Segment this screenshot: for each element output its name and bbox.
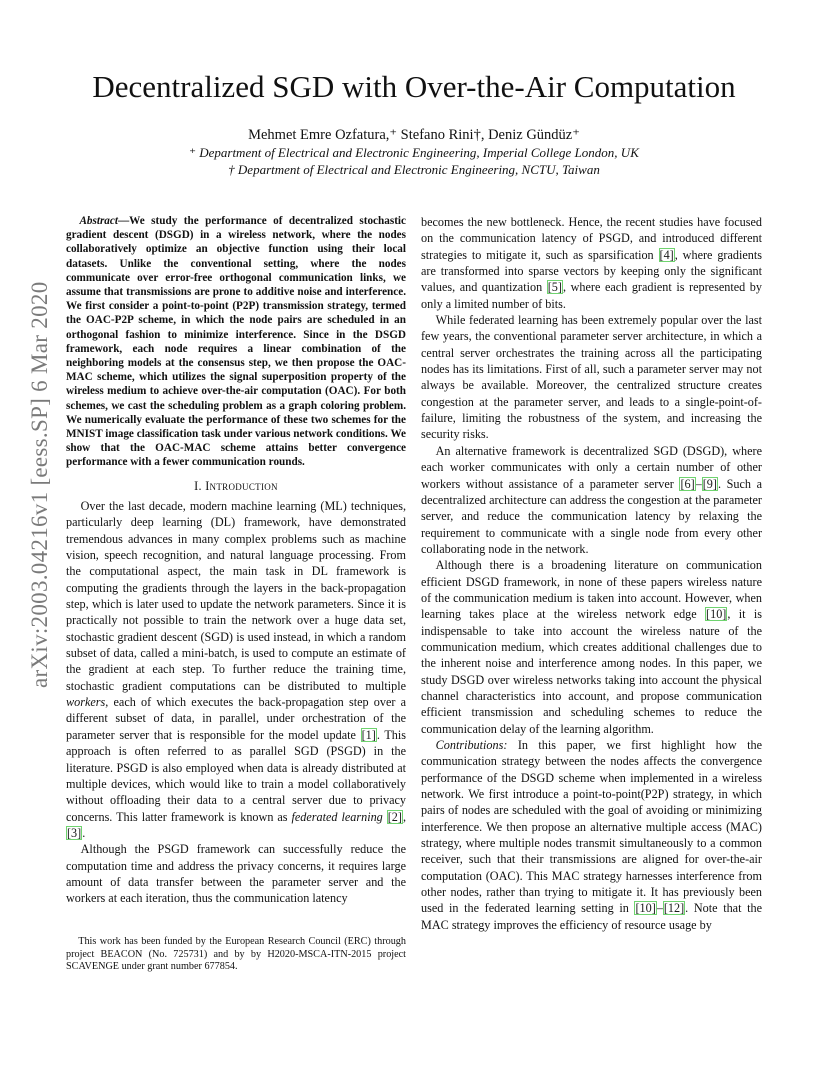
funding-footnote: This work has been funded by the European Research Council (ERC) through project BEACON (No. 725731) and by by H2020-MSCA-ITN-2015 project SCAVENGE under grant number 677854. xyxy=(66,936,406,973)
citation-link[interactable]: [6] xyxy=(680,476,695,491)
text-run: . Such a decentralized architecture can address the congestion at the parameter server, and reduce the communication latency by relaxing the requirement to communicate with a single node from every other collaborating node in the network. xyxy=(421,476,762,556)
citation-link[interactable]: [3] xyxy=(67,825,82,840)
text-run: Over the last decade, modern machine learning (ML) techniques, particularly deep learning (DL) framework, have demonstrated tremendous advances in many complex problems such as machine vision, speech recognition, and natural language processing. From the computational aspect, the main task in DL framework is computing the gradients through the layers in the back-propagation step, which is later used to update the network parameters. Since it is practically not possible to train the network over a huge data set, stochastic gradient descent (SGD) is used instead, in which a random subset of data, called a mini-batch, is used to compute an estimate of the gradient at each step. To further reduce the training time, stochastic gradient computations can be distributed to multiple xyxy=(66,499,406,693)
citation-link[interactable]: [1] xyxy=(361,727,376,742)
affiliation-nctu: † Department of Electrical and Electronic Engineering, NCTU, Taiwan xyxy=(228,162,600,177)
citation-link[interactable]: [9] xyxy=(702,476,717,491)
text-run: An alternative framework is decentralized SGD (DSGD), where each worker communicates with only a certain number of other workers without assistance of a parameter server xyxy=(421,443,762,491)
text-run: , each of which executes the back-propagation step over a different subset of data, in parallel, under orchestration of the parameter server that is responsible for the model update xyxy=(66,695,406,742)
section-heading-introduction xyxy=(66,478,406,494)
right-paragraph-4 xyxy=(421,557,762,737)
paper-title: Decentralized SGD with Over-the-Air Computation xyxy=(92,69,736,104)
text-run: . Note that the MAC strategy improves the efficiency of resource usage by xyxy=(421,901,763,932)
section-number: I. xyxy=(194,478,202,493)
intro-paragraph-2: Although the PSGD framework can successfully reduce the computation time and address the privacy concerns, it requires large amount of data transfer between the parameter server and the workers at each iteration, thus the communication latency xyxy=(66,842,406,906)
section-title: Introduction xyxy=(205,478,278,493)
citation-link[interactable]: [10] xyxy=(706,607,727,622)
right-paragraph-2: While federated learning has been extremely popular over the last few years, the conventional parameter server architecture, in which a central server orchestrates the training across all the participating nodes has its limitations. First of all, such a parameter server may not always be available. Moreover, the centralized structure creates congestion at the parameter server, and leads to a single-point-of-failure, limiting the robustness of the system, and increasing the security risks. xyxy=(421,313,762,442)
text-run: . This approach is often referred to as parallel SGD (PSGD) in the literature. PSGD is also employed when data is already distributed at multiple devices, which would like to train a model collaboratively without offloading their data to a central server due to privacy concerns. This latter framework is known as xyxy=(66,727,407,824)
affiliation-imperial: ⁺ Department of Electrical and Electronic Engineering, Imperial College London, UK xyxy=(189,145,639,160)
author-list: Mehmet Emre Ozfatura,⁺ Stefano Rini†, Deniz Gündüz⁺ xyxy=(248,127,580,143)
right-paragraph-3: An alternative framework is decentralized SGD (DSGD), where each worker communicates with only a certain number of other workers without assistance of a parameter server [6]–[9]. Such a decentralized architecture can address the congestion at the parameter server, and reduce the communication latency by relaxing the requirement to communicate with a single node from every other collaborating node in the network. xyxy=(421,443,762,556)
citation-link[interactable]: [4] xyxy=(659,247,674,262)
text-run: , where gradients are transformed into sparse vectors by keeping only the significant values, and quantization xyxy=(421,247,762,295)
text-run: , it is indispensable to take into account the wireless nature of the communication medium, which creates additional challenges due to the inherent noise and interference among nodes. In this paper, we study DSGD over wireless networks taking into account the physical channel characteristics into account, and propose communication efficient transmission and scheduling schemes to reduce the communication delay of the learning algorithm. xyxy=(421,607,763,736)
citation-link[interactable]: [12] xyxy=(663,901,685,916)
contributions-label: Contributions: xyxy=(435,738,508,752)
left-column xyxy=(66,214,406,907)
text-run-italic: workers xyxy=(66,695,106,710)
abstract xyxy=(66,214,406,470)
right-paragraph-1 xyxy=(421,214,762,312)
citation-link[interactable]: [5] xyxy=(547,280,562,295)
text-run: In this paper, we first highlight how the communication strategy between the nodes affects the convergence performance of the DSGD scheme when implemented in a wireless network. We first introduce a point-to-point(P2P) strategy, in which pairs of nodes are scheduled with the goal of avoiding or minimizing interference. We then propose an alternative multiple access (MAC) strategy, where multiple nodes transmit simultaneously to a common receiver, such that their transmissions are aligned for over-the-air computation (OAC). This MAC strategy harnesses interference from other nodes, rather than trying to mitigate it. It has previously been used in the federated learning setting in xyxy=(421,738,762,916)
abstract-text: —We study the performance of decentralized stochastic gradient descent (DSGD) in a wireless network, where the nodes collaboratively optimize an objective function using their local datasets. Unlike the conventional setting, where the nodes communicate over error-free orthogonal communication links, we assume that transmissions are prone to additive noise and interference. We first consider a point-to-point (P2P) transmission strategy, termed the OAC-P2P scheme, in which the node pairs are scheduled in an orthogonal fashion to minimize interference. Since in the DSGD framework, each node requires a linear combination of the neighboring models at the consensus step, we then propose the OAC-MAC scheme, which utilizes the signal superposition property of the wireless medium to achieve over-the-air computation (OAC). For both schemes, we cast the scheduling problem as a graph coloring problem. We numerically evaluate the performance of these two schemes for the MNIST image classification task under various network conditions. We show that the OAC-MAC scheme attains better convergence performance with a fewer communication rounds. xyxy=(66,215,406,469)
contributions-paragraph: Contributions: In this paper, we first highlight how the communication strategy between the nodes affects the convergence performance of the DSGD scheme when implemented in a wireless network. We first introduce a point-to-point(P2P) strategy, in which pairs of nodes are scheduled with the goal of avoiding or minimizing interference. We then propose an alternative multiple access (MAC) strategy, where multiple nodes transmit simultaneously to a common receiver, such that their transmissions are aligned for over-the-air computation (OAC). This MAC strategy harnesses interference from other nodes, rather than trying to mitigate it. It has previously been used in the federated learning setting in [10]–[12]. Note that the MAC strategy improves the efficiency of resource usage by xyxy=(421,738,763,932)
citation-link[interactable]: [2] xyxy=(387,809,402,824)
text-run-italic: federated learning xyxy=(291,809,383,824)
arxiv-identifier: arXiv:2003.04216v1 [eess.SP] 6 Mar 2020 xyxy=(27,281,52,689)
abstract-label: Abstract xyxy=(79,215,118,227)
text-run: Although there is a broadening literature on communication efficient DSGD framework, in none of these papers wireless nature of the communication medium is taken into account. However, when learning takes place at the wireless network edge xyxy=(421,558,762,622)
intro-paragraph-1: Over the last decade, modern machine learning (ML) techniques, particularly deep learning (DL) framework, have demonstrated tremendous advances in many complex problems such as machine vision, speech recognition, and natural language processing. From the computational aspect, the main task in DL framework is computing the gradients through the layers in the back-propagation step, which is later used to update the network parameters. Since it is practically not possible to train the network over a huge data set, stochastic gradient descent (SGD) is used instead, in which a random subset of data, called a mini-batch, is used to compute an estimate of the gradient at each step. To further reduce the training time, stochastic gradient computations can be distributed to multiple workers, each of which executes the back-propagation step over a different subset of data, in parallel, under orchestration of the parameter server that is responsible for the model update [1]. This approach is often referred to as parallel SGD (PSGD) in the literature. PSGD is also employed when data is already distributed at multiple devices, which would like to train a model collaboratively without offloading their data to a central server due to privacy concerns. This latter framework is known as federated learning [2], [3]. xyxy=(66,499,407,840)
text-run: , where each gradient is represented by only a limited number of bits. xyxy=(421,280,762,311)
right-column xyxy=(421,214,762,933)
text-run: becomes the new bottleneck. Hence, the recent studies have focused on the communication latency of PSGD, and introduced different strategies to mitigate it, such as sparsification xyxy=(421,215,762,262)
citation-link[interactable]: [10] xyxy=(635,901,656,916)
